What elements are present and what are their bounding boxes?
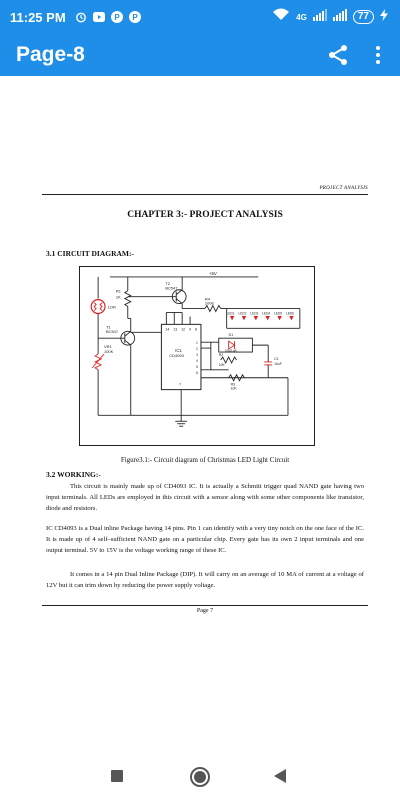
pin-14: 14 [165,327,170,332]
label-r4-val: 100E [204,300,215,306]
app-bar [0,34,400,76]
chapter-title: CHAPTER 3:- PROJECT ANALYSIS [127,210,283,220]
pin-13: 13 [173,327,178,332]
section-heading-working: 3.2 WORKING:- [46,470,101,479]
led-2: LED2 [238,311,247,316]
charging-icon [380,8,388,26]
header-rule [42,194,368,195]
led-5: LED5 [274,311,283,316]
document-page [42,186,368,706]
network-label: 4G [296,12,307,22]
svg-text:P: P [113,13,120,22]
alarm-icon [74,10,88,24]
paragraph-3: It comes in a 14 pin Dual Inline Package (DIP). It will carry on an average of 10 MA of current at a voltage of 12V but it can trim down by reducing the power supply voltage. [46,571,364,589]
pin-4: 4 [196,358,198,363]
pin-3: 3 [196,353,198,357]
label-d1: D1 [228,333,234,338]
battery-level: 77 [353,10,374,24]
svg-text:P: P [131,13,138,22]
p-app-icon-2 [128,10,142,24]
ic-label: IC1 [175,348,182,354]
pin-5: 5 [196,364,198,369]
pin-9: 9 [189,327,192,332]
label-t2: T2 [165,280,170,286]
led-4: LED4 [262,311,271,316]
label-t1: T1 [106,324,111,330]
label-r3: R3 [230,382,236,387]
led-6: LED6 [286,311,294,316]
section-heading-circuit: 3.1 CIRCUIT DIAGRAM:- [46,249,134,258]
recent-apps-icon[interactable] [111,770,123,782]
pin-1: 1 [196,341,198,346]
footer-rule [42,605,368,606]
label-vr1: VR1 [104,344,112,350]
label-r1: R1 [115,288,121,294]
pin-12: 12 [181,327,186,332]
label-t2-type: BC547 [165,285,178,291]
status-bar [0,0,400,34]
figure-caption: Figure3.1:- Circuit diagram of Christmas LED Light Circuit [120,456,290,464]
label-c1: C1 [274,356,279,361]
ic-type: CD4093 [169,352,184,358]
back-icon[interactable] [274,769,286,783]
document-viewer[interactable] [0,76,400,756]
home-icon[interactable] [190,767,210,787]
label-ldr: LDR [108,304,116,310]
led-3: LED3 [250,311,259,316]
page-title: Page-8 [16,43,85,66]
label-r1-val: 1K [115,294,121,300]
signal-icon [313,8,327,26]
led-1: LED1 [226,311,235,316]
p-app-icon [110,10,124,24]
pin-8: 8 [195,327,198,332]
label-d1-type: 1N4148 [224,349,237,354]
system-nav-bar [0,756,400,800]
pin-6: 6 [196,370,198,375]
label-r3-val: 10K [230,386,237,391]
youtube-icon [92,10,106,24]
wifi-icon [272,8,290,26]
paragraph-2: IC CD4093 is a Dual inline Package having 14 pins. Pin 1 can identify with a very tiny notch on the one face of the IC. It is made up of 4 self–sufficient NAND gate on a particular chip. Every gate has its own 2 input terminals and one output terminal. 5V to 15V is the voltage working range of these IC. [46,525,364,554]
running-head: PROJECT ANALYSIS [319,186,368,191]
page-number: Page 7 [196,608,214,614]
label-r4: R4 [204,296,210,302]
label-t1-type: BC547 [106,329,119,335]
label-r2-val: 10K [218,362,225,367]
status-right-group [272,0,388,34]
label-vr1-val: 100K [104,349,114,355]
circuit-diagram [79,266,315,446]
label-r2: R2 [218,353,224,357]
signal-icon-2 [333,8,347,26]
pin-2: 2 [196,347,198,352]
label-c1-val: 10uF [274,361,282,366]
status-time: 11:25 PM [10,9,66,25]
share-icon[interactable] [326,43,350,67]
paragraph-1: This circuit is mainly made up of CD4093 IC. It is actually a Schmitt trigger quad NAND gate having two input terminals. All LEDs are employed in this circuit with a sensor along with some other components like transistor, diode and resistors. [46,483,364,512]
more-vert-icon[interactable] [370,43,386,67]
label-supply: +5V [208,270,217,276]
pin-7: 7 [179,382,182,387]
